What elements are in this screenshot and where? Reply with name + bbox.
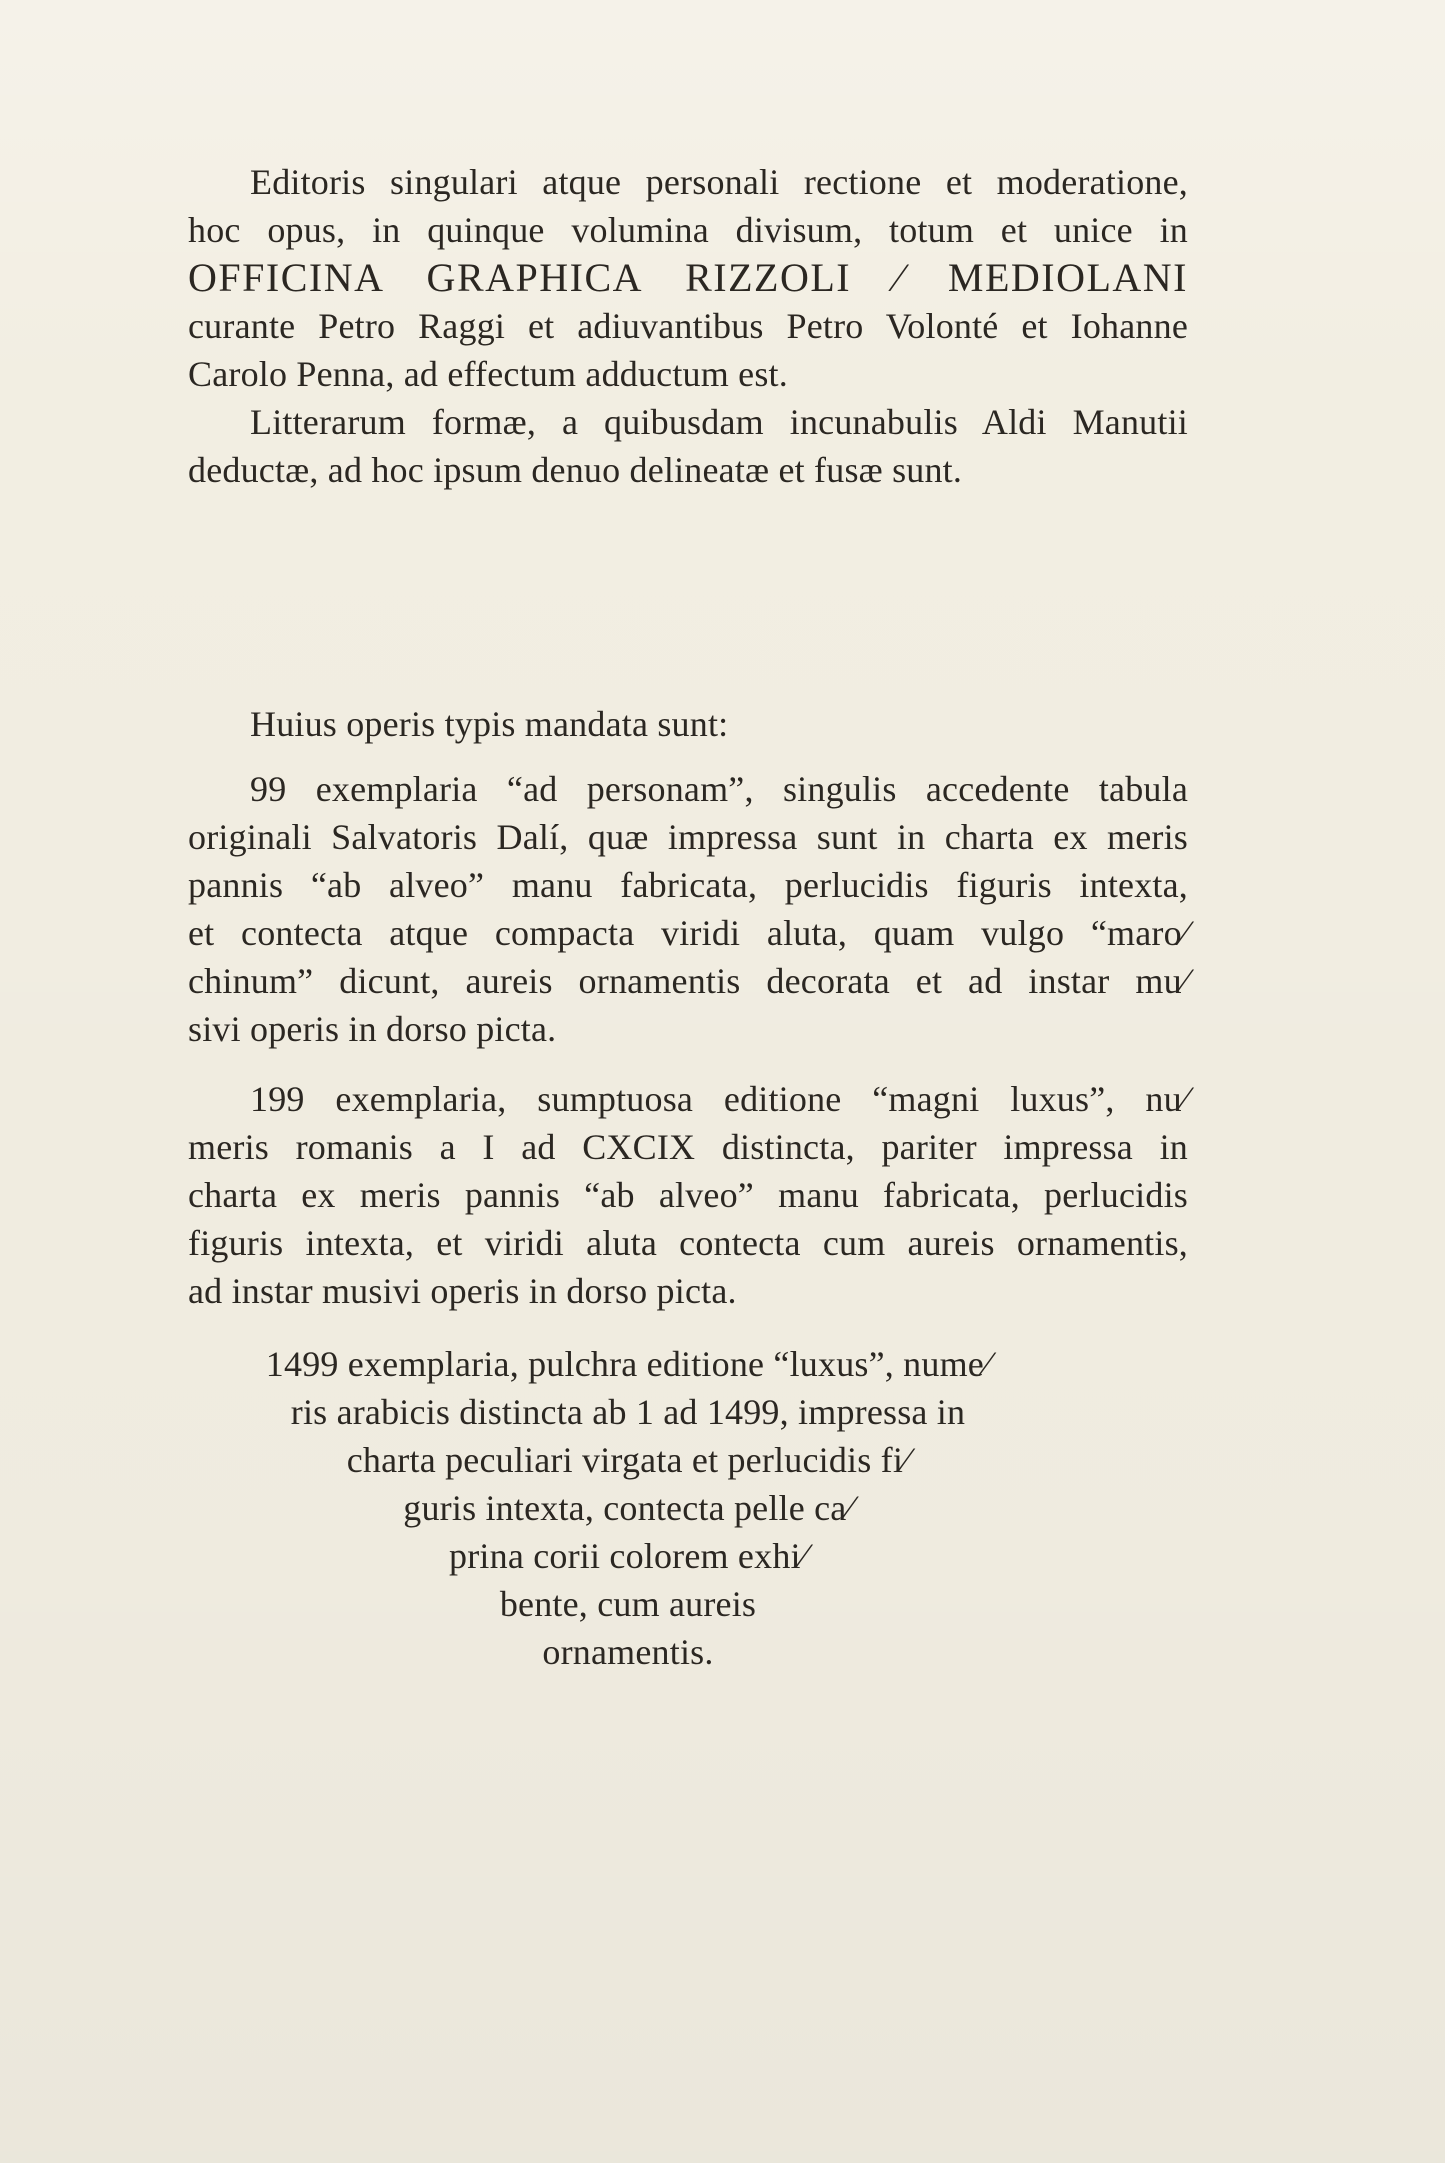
paragraph-edition-99 [188,765,1188,1053]
text-line: meris romanis a I ad CXCIX distincta, pariter impressa in [188,1127,1188,1167]
paragraph-typefaces [188,398,1188,494]
editions-heading [188,700,1188,748]
text-line: curante Petro Raggi et adiuvantibus Petro Volonté et Iohanne [188,306,1188,346]
text-line: pannis “ab alveo” manu fabricata, perlucidis figuris intexta, [188,865,1188,905]
text-line: 1499 exemplaria, pulchra editione “luxus”, nume⁄ [265,1344,991,1384]
text-line: Carolo Penna, ad effectum adductum est. [188,354,788,394]
text-line: et contecta atque compacta viridi aluta, quam vulgo “maro⁄ [188,913,1188,953]
text-line: charta peculiari virgata et perlucidis fi⁄ [346,1440,910,1480]
text-line: hoc opus, in quinque volumina divisum, totum et unice in [188,210,1188,250]
heading-line: Huius operis typis mandata sunt: [250,704,729,744]
text-line: figuris intexta, et viridi aluta contecta cum aureis ornamentis, [188,1223,1188,1263]
text-line: 199 exemplaria, sumptuosa editione “magni luxus”, nu⁄ [250,1079,1188,1119]
paragraph-edition-199 [188,1075,1188,1315]
text-line: originali Salvatoris Dalí, quæ impressa sunt in charta ex meris [188,817,1188,857]
printer-name-line: OFFICINA GRAPHICA RIZZOLI ⁄ MEDIOLANI [188,255,1188,300]
paragraph-production [188,158,1188,398]
colophon-text [188,0,1188,1676]
paragraph-edition-1499 [188,1340,1068,1676]
text-line: bente, cum aureis [499,1584,757,1624]
text-line: charta ex meris pannis “ab alveo” manu fabricata, perlucidis [188,1175,1188,1215]
text-line: deductæ, ad hoc ipsum denuo delineatæ et fusæ sunt. [188,450,963,490]
text-line: ad instar musivi operis in dorso picta. [188,1271,737,1311]
text-line: ris arabicis distincta ab 1 ad 1499, impressa in [290,1392,966,1432]
text-line: 99 exemplaria “ad personam”, singulis accedente tabula [250,769,1188,809]
text-line: sivi operis in dorso picta. [188,1009,557,1049]
text-line: prina corii colorem exhi⁄ [449,1536,807,1576]
text-line: Litterarum formæ, a quibusdam incunabulis Aldi Manutii [250,402,1188,442]
text-line: Editoris singulari atque personali rectione et moderatione, [250,162,1188,202]
text-line: chinum” dicunt, aureis ornamentis decorata et ad instar mu⁄ [188,961,1188,1001]
text-line: ornamentis. [542,1632,714,1672]
text-line: guris intexta, contecta pelle ca⁄ [403,1488,853,1528]
